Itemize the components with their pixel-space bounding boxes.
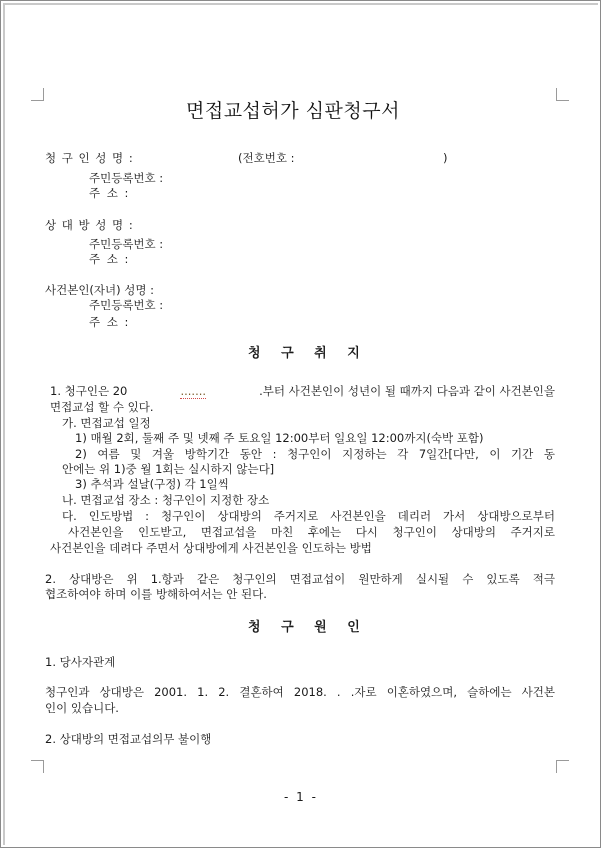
cause-para1-line1: 청구인과 상대방은 2001. 1. 2. 결혼하여 2018. . .자로 이혼하였으며, 슬하에는 사건본 bbox=[45, 685, 555, 699]
principal-rrn-label: 주민등록번호 : bbox=[89, 298, 164, 312]
document-title: 면접교섭허가 심판청구서 bbox=[186, 100, 400, 122]
date-placeholder: ....... bbox=[180, 384, 207, 398]
cause-para1-line2: 인이 있습니다. bbox=[45, 701, 119, 715]
purpose-ga: 가. 면접교섭 일정 bbox=[62, 416, 151, 430]
purpose-ga1: 1) 매월 2회, 둘째 주 및 넷째 주 토요일 12:00부터 일요일 12:00까지(숙박 포함) bbox=[75, 431, 484, 445]
purpose-na: 나. 면접교섭 장소 : 청구인이 지정한 장소 bbox=[62, 493, 270, 507]
claimant-address-label: 주 소 : bbox=[89, 186, 129, 200]
purpose-da-line3: 사건본인을 데려다 주면서 상대방에게 사건본인을 인도하는 방법 bbox=[50, 541, 372, 555]
crop-mark-top-left bbox=[31, 88, 44, 101]
claimant-phone-label: (전호번호 : bbox=[238, 151, 295, 165]
purpose-item1-prefix: 1. 청구인은 20 bbox=[50, 384, 128, 398]
principal-name-label: 사건본인(자녀) 성명 : bbox=[45, 283, 155, 297]
principal-address-label: 주 소 : bbox=[89, 315, 129, 329]
purpose-ga2-line2: 안에는 위 1)중 월 1회는 실시하지 않는다] bbox=[62, 462, 275, 476]
respondent-address-label: 주 소 : bbox=[89, 252, 129, 266]
purpose-heading: 청 구 취 지 bbox=[248, 346, 368, 361]
purpose-ga2-line1: 2) 여름 및 겨울 방학기간 동안 : 청구인이 지정하는 각 7일간[다만, 이 기간 동 bbox=[75, 447, 555, 461]
claimant-rrn-label: 주민등록번호 : bbox=[89, 171, 164, 185]
purpose-item1-line1 bbox=[50, 384, 555, 399]
purpose-item2-line2: 협조하여야 하며 이를 방해하여서는 안 된다. bbox=[45, 587, 267, 601]
purpose-da-line1: 다. 인도방법 : 청구인이 상대방의 주거지로 사건본인을 데리러 가서 상대방으로부터 bbox=[62, 509, 555, 523]
claimant-phone-close: ) bbox=[443, 151, 448, 165]
page-number: - 1 - bbox=[284, 790, 318, 804]
crop-mark-bottom-left bbox=[31, 760, 44, 773]
cause-section-2: 2. 상대방의 면접교섭의무 불이행 bbox=[45, 732, 212, 746]
purpose-da-line2: 사건본인을 인도받고, 면접교섭을 마친 후에는 다시 청구인이 상대방의 주거지로 bbox=[68, 525, 555, 539]
purpose-item2-line1: 2. 상대방은 위 1.항과 같은 청구인의 면접교섭이 원만하게 실시될 수 있도록 적극 bbox=[45, 572, 555, 586]
purpose-item1-line2: 면접교섭 할 수 있다. bbox=[50, 400, 154, 414]
crop-mark-bottom-right bbox=[556, 760, 569, 773]
respondent-name-label: 상 대 방 성 명 : bbox=[45, 218, 133, 232]
claimant-name-label: 청 구 인 성 명 : bbox=[45, 151, 133, 165]
cause-section-1: 1. 당사자관계 bbox=[45, 655, 116, 669]
purpose-ga3: 3) 추석과 설날(구정) 각 1일씩 bbox=[75, 477, 229, 491]
cause-heading: 청 구 원 인 bbox=[248, 620, 368, 635]
crop-mark-top-right bbox=[556, 88, 569, 101]
purpose-item1-suffix: .부터 사건본인이 성년이 될 때까지 다음과 같이 사건본인을 bbox=[259, 384, 555, 398]
respondent-rrn-label: 주민등록번호 : bbox=[89, 237, 164, 251]
